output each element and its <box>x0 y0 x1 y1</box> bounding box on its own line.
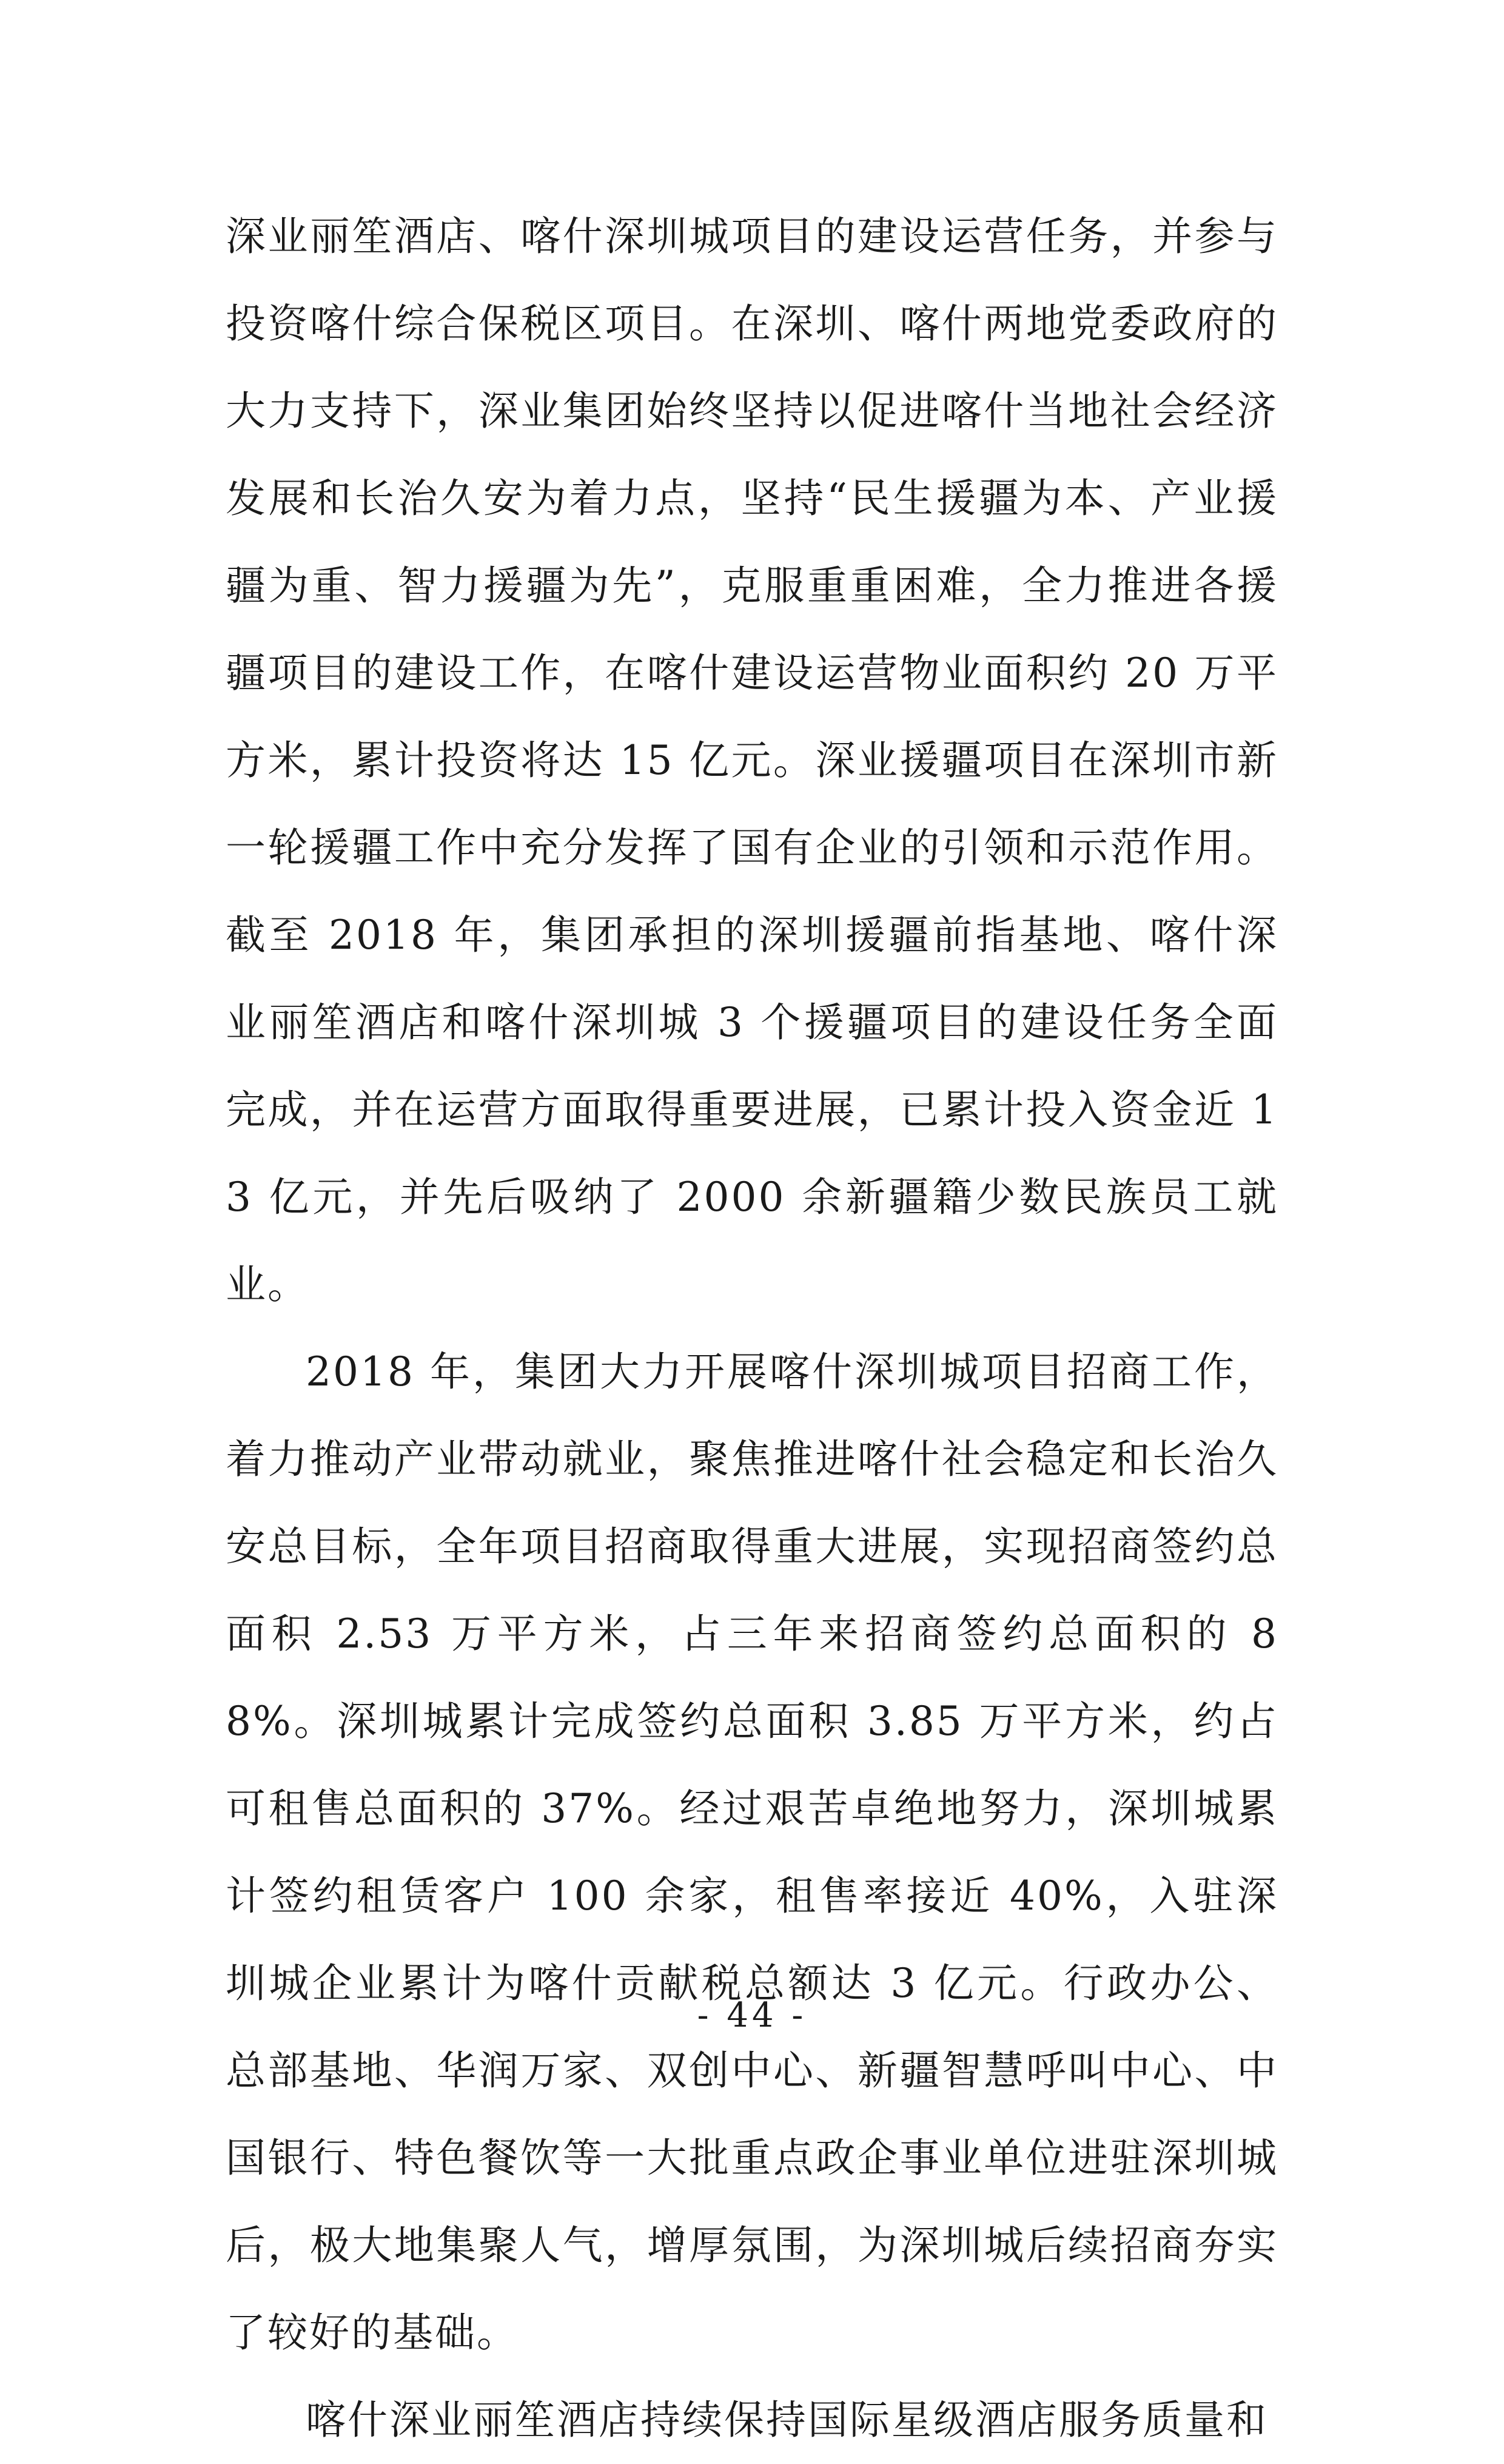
paragraph-kashgar-shenzhen-city: 2018 年，集团大力开展喀什深圳城项目招商工作，着力推动产业带动就业，聚焦推进喀什社会稳定和长治久安总目标，全年项目招商取得重大进展，实现招商签约总面积 2.53 万平方米，占三年来招商签约总面积的 88%。深圳城累计完成签约总面积 3.85 万平方米，约占可租售总面积的 37%。经过艰苦卓绝地努力，深圳城累计签约租赁客户 100 余家，租售率接近 40%，入驻深圳城企业累计为喀什贡献税总额达 3 亿元。行政办公、总部基地、华润万家、双创中心、新疆智慧呼叫中心、中国银行、特色餐饮等一大批重点政企事业单位进驻深圳城后，极大地集聚人气，增厚氛围，为深圳城后续招商夯实了较好的基础。 <box>226 1348 1278 2356</box>
paragraph-continuation: 深业丽笙酒店、喀什深圳城项目的建设运营任务，并参与投资喀什综合保税区项目。在深圳、喀什两地党委政府的大力支持下，深业集团始终坚持以促进喀什当地社会经济发展和长治久安为着力点，坚持“民生援疆为本、产业援疆为重、智力援疆为先”，克服重重困难，全力推进各援疆项目的建设工作，在喀什建设运营物业面积约 20 万平方米，累计投资将达 15 亿元。深业援疆项目在深圳市新一轮援疆工作中充分发挥了国有企业的引领和示范作用。截至 2018 年，集团承担的深圳援疆前指基地、喀什深业丽笙酒店和喀什深圳城 3 个援疆项目的建设任务全面完成，并在运营方面取得重要进展，已累计投入资金近 13 亿元，并先后吸纳了 2000 余新疆籍少数民族员工就业。 <box>226 213 1278 1308</box>
page-number: - 44 - <box>697 1996 807 2035</box>
body-text <box>226 193 1278 2464</box>
paragraph-hotel: 喀什深业丽笙酒店持续保持国际星级酒店服务质量和 <box>306 2397 1268 2443</box>
